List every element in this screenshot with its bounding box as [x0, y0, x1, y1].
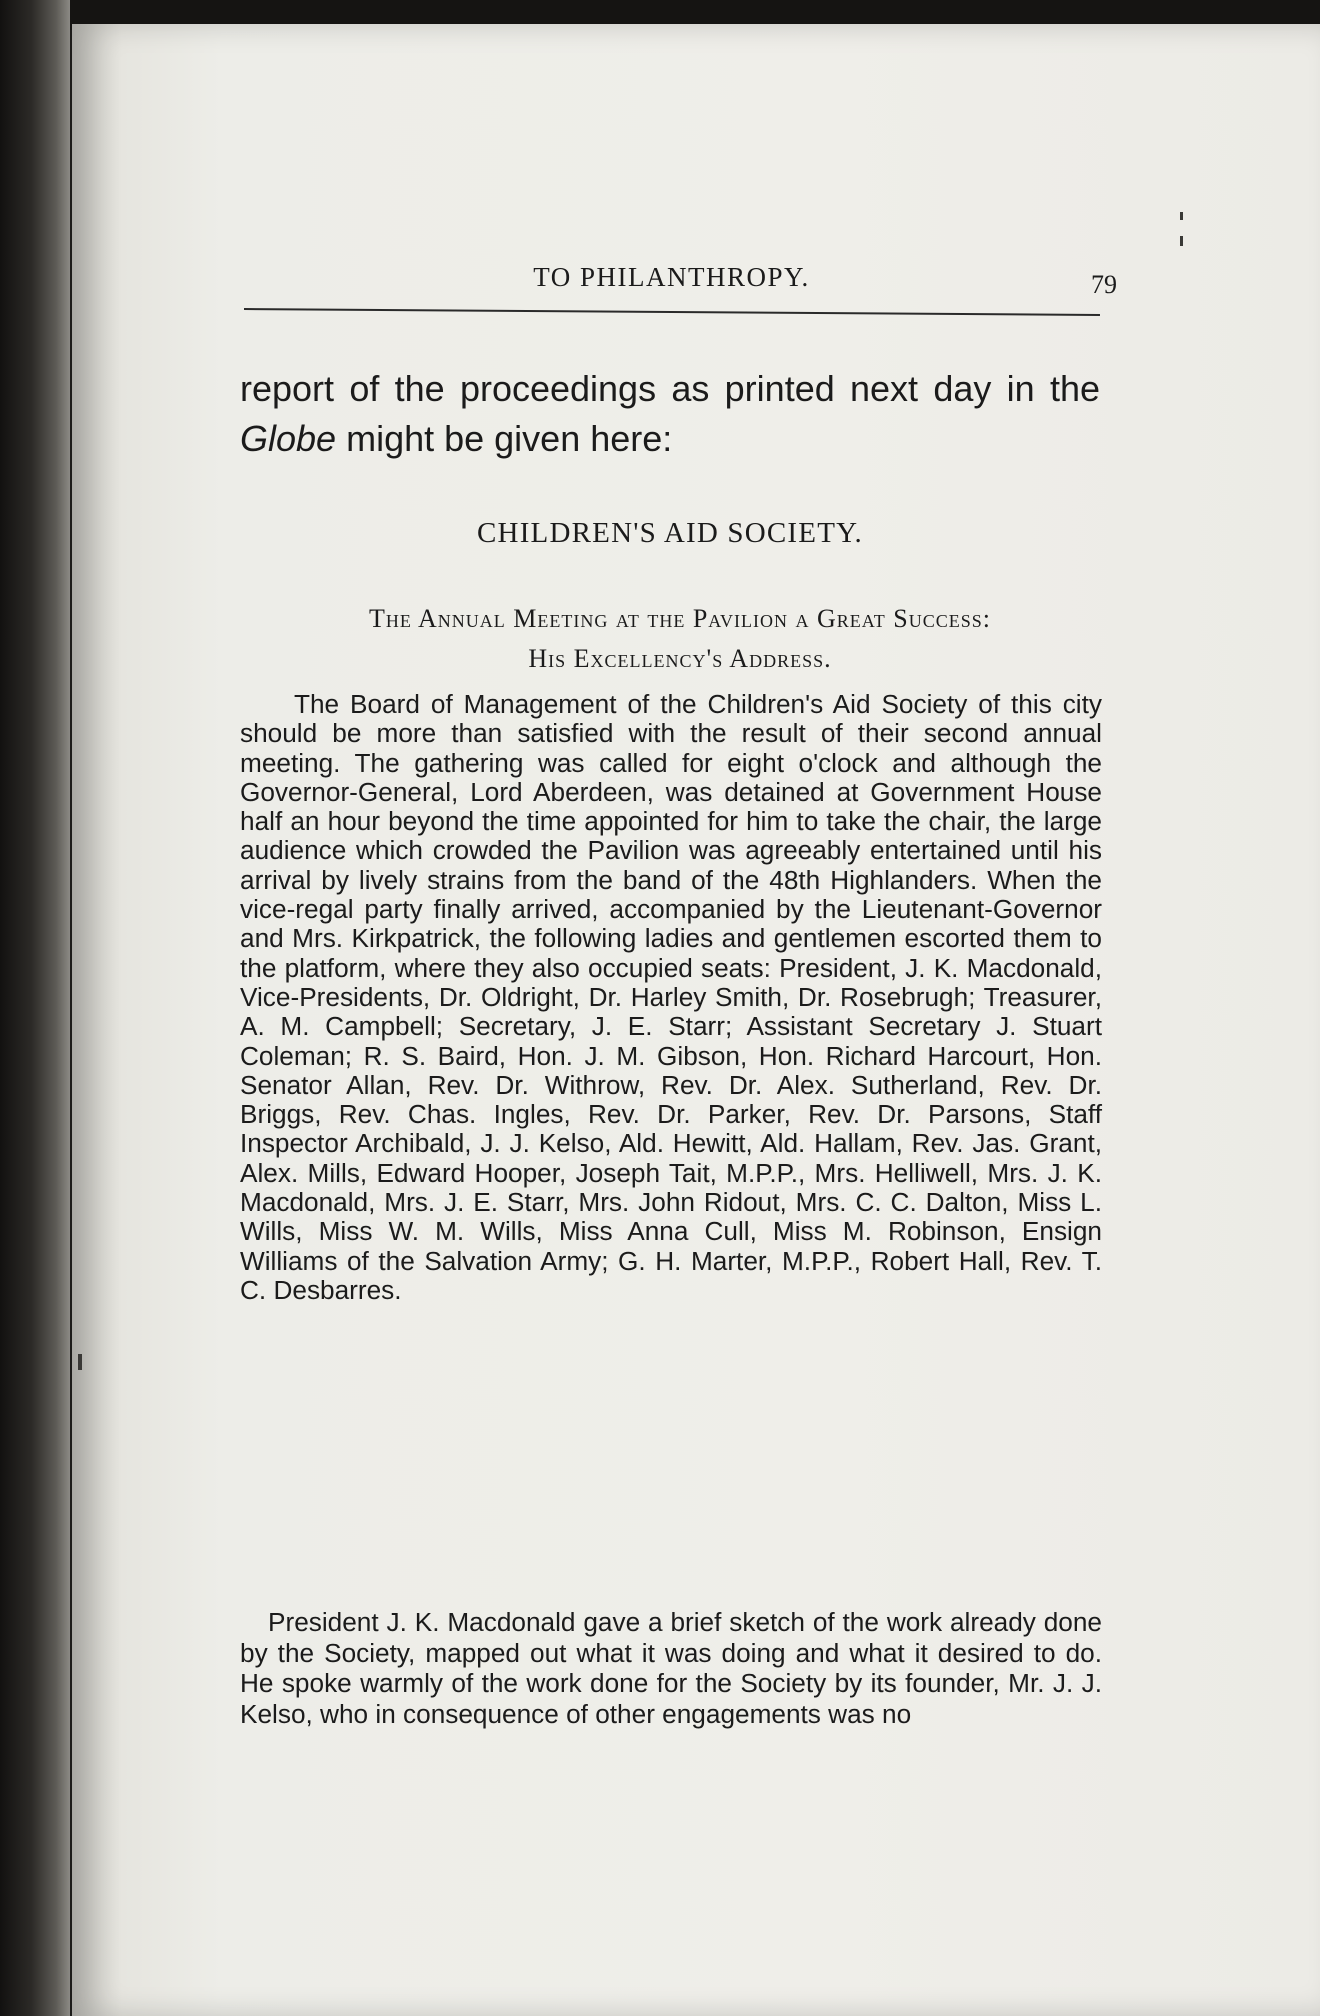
subheading-line-2: His Excellency's Address. [528, 644, 832, 673]
page-number: 79 [1091, 270, 1117, 299]
margin-speck [78, 1354, 82, 1370]
book-binding-edge [0, 0, 70, 2016]
body-paragraph-1: The Board of Management of the Children's Aid Society of this city should be more than satisfied with the result of their second annual meeting. The gathering was called for eight o'clock and although the Governor-General, Lord Aberdeen, was detained at Government House half an hour beyond the time appointed for him to take the chair, the large audience which crowded the Pavilion was agreeably entertained until his arrival by lively strains from the band of the 48th Highlanders. When the vice-regal party finally arrived, accompanied by the Lieutenant-Governor and Mrs. Kirkpatrick, the following ladies and gentlemen escorted them to the platform, where they also occupied seats: President, J. K. Macdonald, Vice-Presidents, Dr. Oldright, Dr. Harley Smith, Dr. Rosebrugh; Treasurer, A. M. Campbell; Secretary, J. E. Starr; Assistant Secretary J. Stuart Coleman; R. S. Baird, Hon. J. M. Gibson, Hon. Richard Harcourt, Hon. Senator Allan, Rev. Dr. Withrow, Rev. Dr. Alex. Sutherland, Rev. Dr. Briggs, Rev. Chas. Ingles, Rev. Dr. Parker, Rev. Dr. Parsons, Staff Inspector Archibald, J. J. Kelso, Ald. Hewitt, Ald. Hallam, Rev. Jas. Grant, Alex. Mills, Edward Hooper, Joseph Tait, M.P.P., Mrs. Helliwell, Mrs. J. K. Macdonald, Mrs. J. E. Starr, Mrs. John Ridout, Mrs. C. C. Dalton, Miss L. Wills, Miss W. M. Wills, Miss Anna Cull, Miss M. Robinson, Ensign Williams of the Salvation Army; G. H. Marter, M.P.P., Robert Hall, Rev. T. C. Desbarres. [240, 689, 1102, 1305]
intro-text-after: might be given here: [336, 418, 673, 459]
margin-speck [1180, 212, 1183, 220]
running-head [244, 256, 1117, 326]
intro-text-before: report of the proceedings as printed next day in the [240, 368, 1100, 409]
running-head-title: TO PHILANTHROPY. [533, 262, 810, 292]
intro-paragraph [240, 364, 1100, 464]
newspaper-name: Globe [240, 418, 337, 459]
page-sheet [72, 24, 1320, 2016]
article-subheading [240, 599, 1120, 679]
subheading-line-1: The Annual Meeting at the Pavilion a Great Success: [369, 604, 991, 633]
margin-speck [1180, 236, 1183, 246]
running-head-rule [244, 308, 1100, 316]
article-title: CHILDREN'S AID SOCIETY. [477, 517, 863, 549]
body-paragraph-2: President J. K. Macdonald gave a brief sketch of the work already done by the Society, mapped out what it was doing and what it desired to do. He spoke warmly of the work done for the Society by its founder, Mr. J. J. Kelso, who in consequence of other engagements was no [240, 1607, 1102, 1729]
